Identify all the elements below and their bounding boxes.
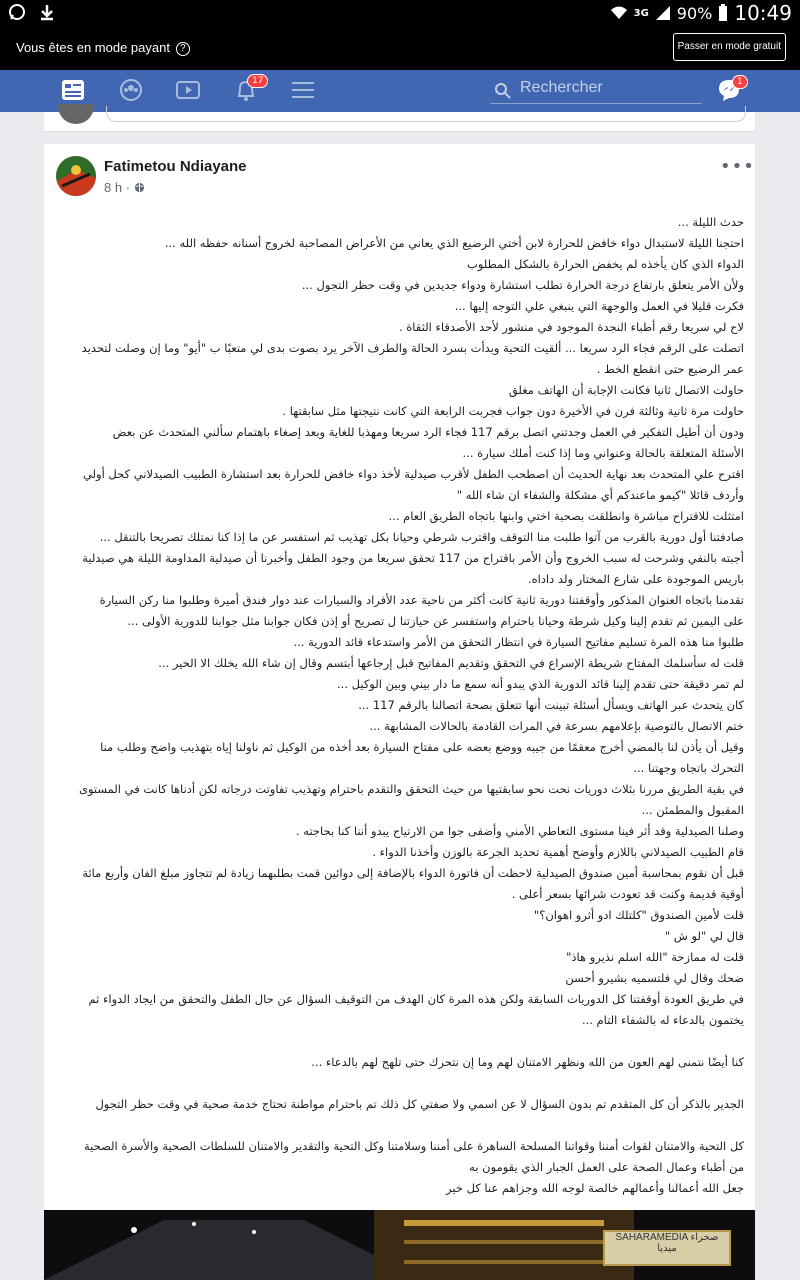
author-avatar[interactable] bbox=[56, 156, 96, 196]
post-line: وصلنا الصيدلية وقد أثر فينا مستوى التعاطي الأمني وأضفى جوا من الارتياح يبدو أننا كنا بحاجته . bbox=[295, 824, 744, 838]
avatar-image bbox=[56, 156, 96, 196]
post-line: يختمون بالدعاء له بالشفاء التام ... bbox=[581, 1013, 744, 1027]
post-line: في بقية الطريق مررنا بثلاث دوريات نحت نحو سابقتيها من حيث التحقق والتقدم باحترام وتهذيب تفاوتت درجاته لكن أدناها كانت في المستوى bbox=[78, 782, 744, 796]
post-line: امتثلت للاقتراح مباشرة وانطلقت بصحبة اختي وابنها باتجاه الطريق العام ... bbox=[388, 509, 744, 523]
whatsapp-icon bbox=[8, 3, 26, 21]
post-line: وأردف قائلا "كيمو ماعندكم أي مشكلة والشفاء ان شاء الله " bbox=[456, 488, 744, 502]
post-line: جعل الله أعمالنا وأعمالهم خالصة لوجه الله وجزاهم عنا كل خير bbox=[445, 1181, 744, 1195]
post-line: اقترح علي المتحدث بعد نهاية الحديث أن اصطحب الطفل لأقرب صيدلية لأخذ دواء خافض للحرارة بعد استشارة الطبيب الصيدلاني كحل أولي bbox=[82, 467, 744, 481]
post-line: وقيل أن يأذن لنا بالمضي أخرج معقمًا من جيبه ووضع بعضه على مفتاح السيارة بعد أخذه من الوكيل ثم ناولنا إياه بتهذيب واضح وطلب منا bbox=[100, 740, 744, 754]
pay-mode-text: Vous êtes en mode payant bbox=[16, 40, 170, 55]
post-line: قال لي "لو ش " bbox=[664, 929, 744, 943]
comment-box[interactable] bbox=[106, 106, 746, 122]
download-icon bbox=[38, 3, 56, 21]
network-type: 3G bbox=[633, 7, 649, 19]
previous-post-remnant bbox=[44, 112, 755, 132]
post-line: التحرك باتجاه وجهتنا ... bbox=[633, 761, 744, 775]
avatar bbox=[58, 104, 94, 124]
messenger-badge: 1 bbox=[732, 75, 748, 89]
battery-percent: 90% bbox=[676, 3, 713, 23]
post-line: لم تمر دقيقة حتى تقدم إلينا قائد الدورية الذي يبدو أنه سمع ما دار بيني وبين الوكيل ... bbox=[337, 677, 744, 691]
post-line: الجدير بالذكر أن كل المتقدم تم بدون السؤال لا عن اسمي ولا صفتي كل ذلك تم باحترام مواطنة تحتاج خدمة صحية في وقت حظر التجول bbox=[95, 1097, 744, 1111]
post-body bbox=[58, 212, 744, 1199]
post-time[interactable]: 8 h bbox=[104, 180, 123, 195]
switch-free-mode-button[interactable]: Passer en mode gratuit bbox=[673, 33, 786, 61]
post-line: احتجنا الليلة لاستبدال دواء خافض للحرارة لابن أختي الرضيع الذي يعاني من الأعراض المصاحبة لخروج أسنانه حفظه الله ... bbox=[164, 236, 744, 250]
news-feed-icon[interactable] bbox=[61, 78, 85, 102]
post-line: كان يتحدث عبر الهاتف ويسأل أسئلة تبينت أنها تتعلق بصحة اتصالنا بالرقم 117 ... bbox=[358, 698, 744, 712]
post-line: حاولت مرة ثانية وثالثة فرن في الأخيرة دون جواب فجربت الرابعة التي كانت نتيجتها مثل سابقتها . bbox=[282, 404, 744, 418]
post-line bbox=[58, 1115, 744, 1136]
search-placeholder: Rechercher bbox=[520, 79, 603, 96]
post-line: حدث الليلة ... bbox=[677, 215, 744, 229]
post-line: ضحك وقال لي فلتسميه بشيرو أحسن bbox=[565, 971, 744, 985]
post-line: طلبوا منا هذه المرة تسليم مفاتيح السيارة في انتظار التحقق من الأمر واستدعاء قائد الدورية ... bbox=[293, 635, 744, 649]
post-line: الأسئلة المتعلقة بالحالة وعنواني وما إذا كنت أملك سيارة ... bbox=[462, 446, 744, 460]
post-line bbox=[58, 1031, 744, 1052]
media-logo: SAHARAMEDIA صحراء ميديا bbox=[603, 1230, 731, 1266]
post-line: فكرت قليلا في العمل والوجهة التي ينبغي علي التوجه إليها ... bbox=[454, 299, 744, 313]
post-line: على اليمين ثم تقدم إلينا وكيل شرطة وحيانا باحترام واستفسر عن حيازتنا ل تصريح أو إذن فكان جوابنا مثل جوابنا للدورية الأولى ... bbox=[127, 614, 744, 628]
search-input[interactable] bbox=[490, 78, 702, 104]
menu-hamburger-icon[interactable] bbox=[291, 78, 315, 102]
help-icon[interactable]: ? bbox=[176, 42, 190, 56]
post-line: قلت له ممازحة "الله اسلم نذيرو هاذ" bbox=[566, 950, 744, 964]
pay-mode-bar bbox=[0, 25, 800, 70]
search-icon bbox=[494, 82, 512, 100]
battery-icon bbox=[718, 4, 728, 22]
post-options-icon[interactable]: ••• bbox=[720, 156, 755, 177]
post-line: في طريق العودة أوقفتنا كل الدوريات السابقة ولكن هذه المرة كان الهدف من التوقيف السؤال عن حال الطفل والتحقق من ايجاد الدواء ثم bbox=[88, 992, 744, 1006]
globe-icon bbox=[134, 182, 145, 193]
post-line: ولأن الأمر يتعلق بارتفاع درجة الحرارة تطلب استشارة ودواء جديدين في وقت حظر التجول ... bbox=[301, 278, 744, 292]
post-line: تقدمنا باتجاه العنوان المذكور وأوقفتنا دورية ثانية كانت أكثر من ناحية عدد الأفراد والسيارات عند دوار فندق أميرة وطلبوا منا ركن السيارة bbox=[99, 593, 744, 607]
post-line: من أطباء وعمال الصحة على العمل الجبار الذي يقومون به bbox=[469, 1160, 744, 1174]
clock: 10:49 bbox=[734, 1, 792, 25]
watch-video-icon[interactable] bbox=[176, 78, 200, 102]
post-line: قبل أن نقوم بمحاسبة أمين صندوق الصيدلية لاحظت أن فاتورة الدواء بالإضافة إلى دوائين قمت بطلبهما زيادة لم تتجاوز مبلغ الفان وأربع مائة bbox=[82, 866, 744, 880]
post-line: قلت لأمين الصندوق "كلتلك ادو أثرو اهوان؟" bbox=[533, 908, 744, 922]
post-line: كنا أيضًا نتمنى لهم العون من الله ونظهر الامتنان لهم وما إن نتحرك حتى تلهج لهم بالدعاء ... bbox=[311, 1055, 744, 1069]
pay-mode-notice bbox=[16, 40, 190, 56]
post-line bbox=[58, 1073, 744, 1094]
post-line: حاولت الاتصال ثانيا فكانت الإجابة أن الهاتف مغلق bbox=[508, 383, 744, 397]
post-media-image[interactable] bbox=[44, 1210, 755, 1280]
post-line: أجبته بالنفي وشرحت له سبب الخروج وأن الأمر باقتراح من 117 تحقق سريعا من وجود الطفل وأخبرنا أن صيدلية المداومة الليلة هي صيدلية bbox=[82, 551, 744, 565]
post-card bbox=[44, 144, 755, 1280]
post-author[interactable]: Fatimetou Ndiayane bbox=[104, 158, 247, 175]
post-line: الدواء الذي كان يأخذه لم يخفض الحرارة بالشكل المطلوب bbox=[467, 257, 744, 271]
notifications-badge: 17 bbox=[247, 74, 268, 88]
status-bar bbox=[0, 0, 800, 25]
post-line: كل التحية والامتنان لقوات أمننا وقواتنا المسلحة الساهرة على أمننا وسلامتنا وكل التحية والتقدير والامتنان للسلطات الصحية والأسرة الصحية bbox=[84, 1139, 744, 1153]
wifi-icon bbox=[610, 6, 628, 20]
groups-icon[interactable] bbox=[119, 78, 143, 102]
post-line: ختم الاتصال بالتوصية بإعلامهم بسرعة في المرات القادمة بالحالات المشابهة ... bbox=[369, 719, 744, 733]
post-line: قلت له سأسلمك المفتاح شريطة الإسراع في التحقق وتقديم المفاتيح قبل إرجاعها أبتسم وقال إن شاء الله يخلك الا الخير ... bbox=[158, 656, 744, 670]
post-line: ودون أن أطيل التفكير في العمل وجدتني اتصل برقم 117 فجاء الرد سريعا ومهذبا للغاية وبعد إصغاء باهتمام سألني المتحدث عن بعض bbox=[112, 425, 744, 439]
post-line: أوقية قديمة وكنت قد تعودت شرائها بسعر أعلى . bbox=[511, 887, 744, 901]
post-line: لاح لي سريعا رقم أطباء النجدة الموجود في منشور لأحد الأصدقاء الثقاة . bbox=[398, 320, 744, 334]
post-line: باريس الموجودة على شارع المختار ولد داداه. bbox=[527, 572, 744, 586]
post-line: صادفتنا أول دورية بالقرب من آتوا طلبت منا التوقف واقترب شرطي وحيانا بكل تهذيب ثم استفسر عن ما إذا كنا نمتلك تصريحا بالتنقل ... bbox=[99, 530, 744, 544]
signal-icon bbox=[655, 5, 671, 21]
post-meta: 8 h · bbox=[104, 180, 145, 195]
post-line: اتصلت على الرقم فجاء الرد سريعا ... ألقيت التحية وبدأت بسرد الحالة والطرف الآخر يرد بصوت بدى لي متعبًا ب "أيو" وما إن وصلت لتحديد bbox=[81, 341, 744, 355]
post-line: المقبول والمطمئن ... bbox=[641, 803, 744, 817]
post-line: عمر الرضيع حتى انقطع الخط . bbox=[596, 362, 744, 376]
post-line: قام الطبيب الصيدلاني باللازم وأوضح أهمية تحديد الجرعة بالوزن وأخذنا الدواء . bbox=[372, 845, 744, 859]
